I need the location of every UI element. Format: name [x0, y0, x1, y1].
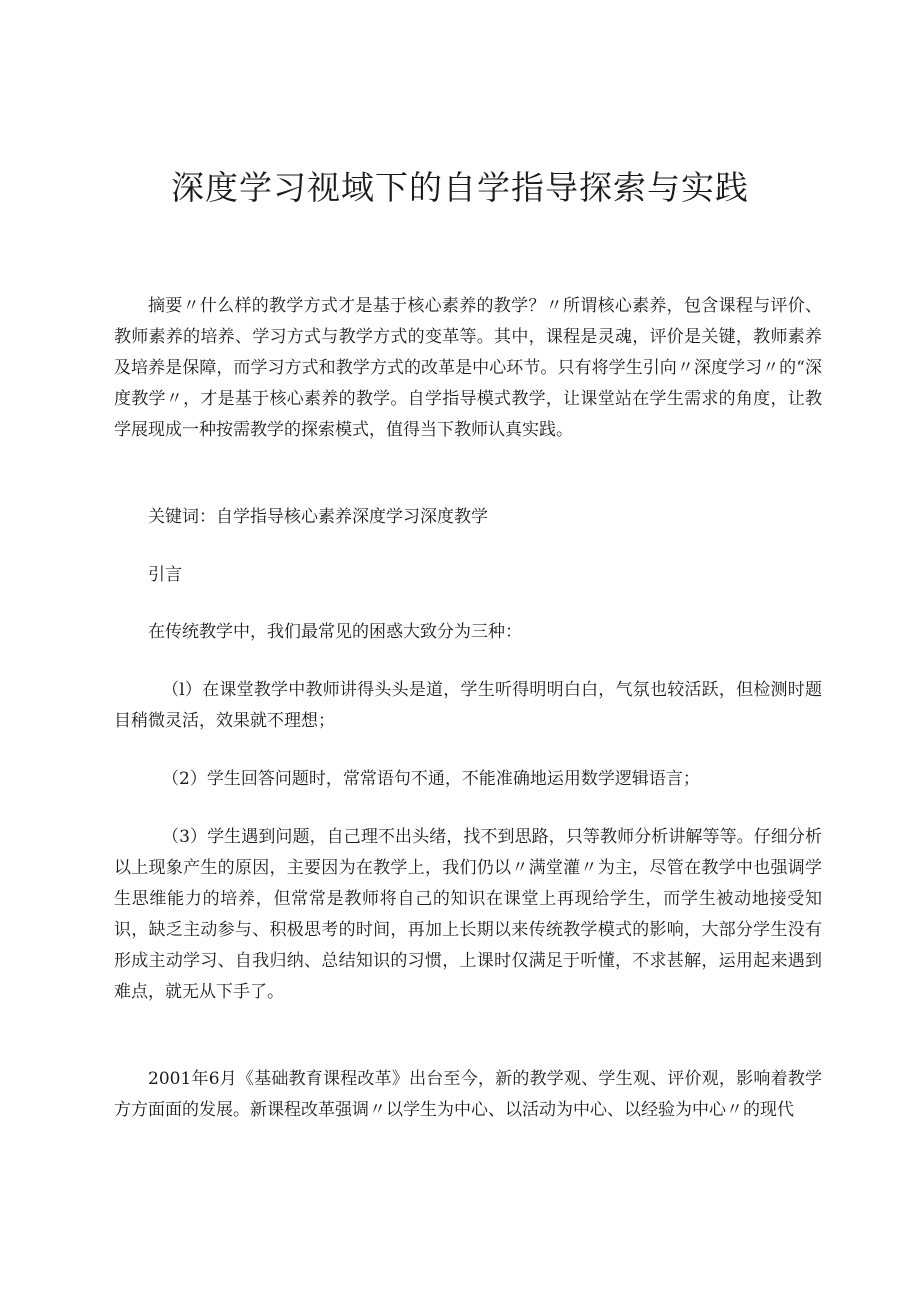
list-item-1: （l）在课堂教学中教师讲得头头是道，学生听得明明白白，气氛也较活跃，但检测时题目稍微灵活，效果就不理想； [114, 680, 822, 731]
intro-paragraph: 在传统教学中，我们最常见的困惑大致分为三种： [148, 622, 522, 642]
intro-heading: 引言 [148, 565, 182, 585]
list-item-2: （2）学生回答问题时，常常语句不通，不能准确地运用数学逻辑语言； [162, 769, 700, 789]
list-item-3: （3）学生遇到问题，自己理不出头绪，找不到思路，只等教师分析讲解等等。仔细分析以上现象产生的原因，主要因为在教学上，我们仍以〃满堂灌〃为主，尽管在教学中也强调学生思维能力的培养，但常常是教师将自己的知识在课堂上再现给学生，而学生被动地接受知识，缺乏主动参与、积极思考的时间，再加上长期以来传统教学模式的影响，大部分学生没有形成主动学习、自我归纳、总结知识的习惯，上课时仅满足于听懂，不求甚解，运用起来遇到难点，就无从下手了。 [114, 827, 822, 1002]
document-title: 深度学习视域下的自学指导探索与实践 [171, 168, 749, 207]
paragraph-2001: 2001年6月《基础教育课程改革》出台至今，新的教学观、学生观、评价观，影响着教学方方面面的发展。新课程改革强调〃以学生为中心、以活动为中心、以经验为中心〃的现代 [114, 1069, 822, 1120]
abstract-paragraph: 摘要〃什么样的教学方式才是基于核心素养的教学？〃所谓核心素养，包含课程与评价、教师素养的培养、学习方式与教学方式的变革等。其中，课程是灵魂，评价是关键，教师素养及培养是保障，而学习方式和教学方式的改革是中心环节。只有将学生引向〃深度学习〃的“深度教学〃，才是基于核心素养的教学。自学指导模式教学，让课堂站在学生需求的角度，让教学展现成一种按需教学的探索模式，值得当下教师认真实践。 [114, 296, 822, 440]
keywords-line: 关键词：自学指导核心素养深度学习深度教学 [148, 507, 488, 527]
